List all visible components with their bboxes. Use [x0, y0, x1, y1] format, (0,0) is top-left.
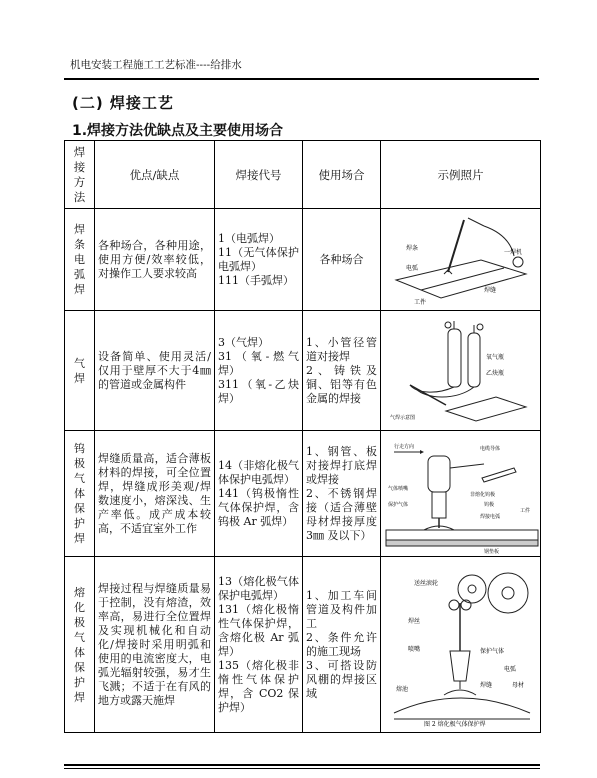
header-code: 焊接代号	[215, 141, 303, 209]
mig-label-base: 母材	[512, 681, 525, 689]
smaw-label-weld: 焊缝	[483, 286, 496, 294]
header-method: 焊接方法	[65, 141, 95, 209]
row-usage: 1、小管径管道对接焊 2、铸铁及铜、铝等有色金属的焊接	[303, 311, 381, 431]
tig-label-arc: 焊接电弧	[480, 513, 501, 520]
document-header: 机电安装工程施工工艺标准----给排水	[70, 59, 242, 71]
mig-caption: 图 2 熔化极气体保护焊	[424, 720, 486, 727]
row-photo	[381, 431, 541, 557]
row-usage: 1、加工车间管道及构件加工 2、条件允许的施工现场 3、可搭设防风棚的焊接区域	[303, 557, 381, 733]
gas-label-oxygen: 氧气瓶	[485, 353, 504, 361]
mig-label-shield-gas: 保护气体	[480, 647, 505, 655]
smaw-label-arc: 电弧	[405, 264, 418, 272]
header-photo: 示例照片	[381, 141, 541, 209]
table-row	[65, 431, 541, 557]
row-method: 气焊	[65, 311, 95, 431]
footer-rule-thin	[64, 768, 540, 769]
tig-label-electrode: 非熔化钨极	[470, 491, 496, 498]
tig-label-backing: 钢垫板	[484, 548, 500, 554]
mig-illustration	[384, 563, 540, 727]
table-header-row	[65, 141, 541, 209]
row-method: 钨极气体保护焊	[65, 431, 95, 557]
table-row	[65, 311, 541, 431]
row-photo	[381, 557, 541, 733]
header-pros-cons: 优点/缺点	[95, 141, 215, 209]
section-title: (二) 焊接工艺	[72, 94, 174, 112]
row-pros-cons: 焊缝质量高，适合薄板材料的焊接，可全位置焊，焊缝成形美观/焊数速度小，熔深浅、生产率低。成产成本较高，不适宜室外工作	[95, 431, 215, 557]
tig-label-workpiece: 工件	[520, 507, 531, 514]
tig-label-tungsten: 钨极	[484, 501, 495, 508]
row-pros-cons: 各种场合，各种用途，使用方便/效率较低，对操作工人要求较高	[95, 209, 215, 311]
welding-methods-table	[64, 140, 541, 733]
mig-label-pool: 熔池	[396, 685, 409, 693]
gas-label-caption: 气焊示意图	[389, 414, 415, 421]
header-usage: 使用场合	[303, 141, 381, 209]
row-pros-cons: 焊接过程与焊缝质量易于控制，没有熔渣，效率高，易进行全位置焊及实现机械化和自动化/焊接时采用明弧和使用的电流密度大，电弧光辐射较强，易才生飞溅；不适于在有风的地方或露天施焊	[95, 557, 215, 733]
tig-label-direction: 行走方向	[394, 443, 415, 450]
row-photo	[381, 311, 541, 431]
tig-illustration	[384, 434, 540, 554]
footer-rule	[64, 764, 540, 766]
row-usage: 1、钢管、板对接焊打底焊或焊接 2、不锈钢焊接（适合薄壁母材焊接厚度 3㎜ 及以下）	[303, 431, 381, 557]
table-row	[65, 209, 541, 311]
row-pros-cons: 设备简单、使用灵活/仅用于壁厚不大于4㎜的管道或金属构件	[95, 311, 215, 431]
tig-label-shield-gas: 保护气体	[388, 501, 409, 508]
gas-label-acetylene: 乙炔瓶	[485, 369, 504, 377]
mig-label-weld: 焊缝	[480, 681, 493, 689]
row-method: 焊条电弧焊	[65, 209, 95, 311]
smaw-label-electrode: 焊条	[405, 244, 418, 252]
smaw-label-workpiece: 工件	[413, 298, 426, 306]
row-code: 1（电弧焊） 11（无气体保护电弧焊） 111（手弧焊）	[215, 209, 303, 311]
row-code: 14（非熔化极气体保护电弧焊） 141（钨极惰性气体保护焊，含钨极 Ar 弧焊）	[215, 431, 303, 557]
subsection-title: 1.焊接方法优缺点及主要使用场合	[72, 123, 284, 139]
row-photo	[381, 209, 541, 311]
mig-label-feed-roller: 送丝滚轮	[414, 579, 439, 587]
table-row	[65, 557, 541, 733]
smaw-illustration	[386, 212, 536, 308]
tig-label-cable: 电缆导体	[480, 445, 501, 452]
smaw-label-machine: 一焊机	[503, 248, 522, 256]
mig-label-arc: 电弧	[504, 665, 517, 673]
header-rule	[64, 78, 539, 80]
mig-label-nozzle: 喷嘴	[408, 645, 421, 653]
row-usage: 各种场合	[303, 209, 381, 311]
tig-label-nozzle: 气体喷嘴	[388, 485, 409, 492]
row-code: 13（熔化极气体保护电弧焊） 131（熔化极惰性气体保护焊，含熔化极 Ar 弧焊） 135（熔化极非惰性气体保护焊，含 CO2 保护焊）	[215, 557, 303, 733]
mig-label-wire: 焊丝	[408, 617, 421, 625]
gas-welding-illustration	[386, 315, 536, 427]
row-code: 3（气焊） 31（氧-燃气焊） 311（氧-乙炔焊）	[215, 311, 303, 431]
row-method: 熔化极气体保护焊	[65, 557, 95, 733]
